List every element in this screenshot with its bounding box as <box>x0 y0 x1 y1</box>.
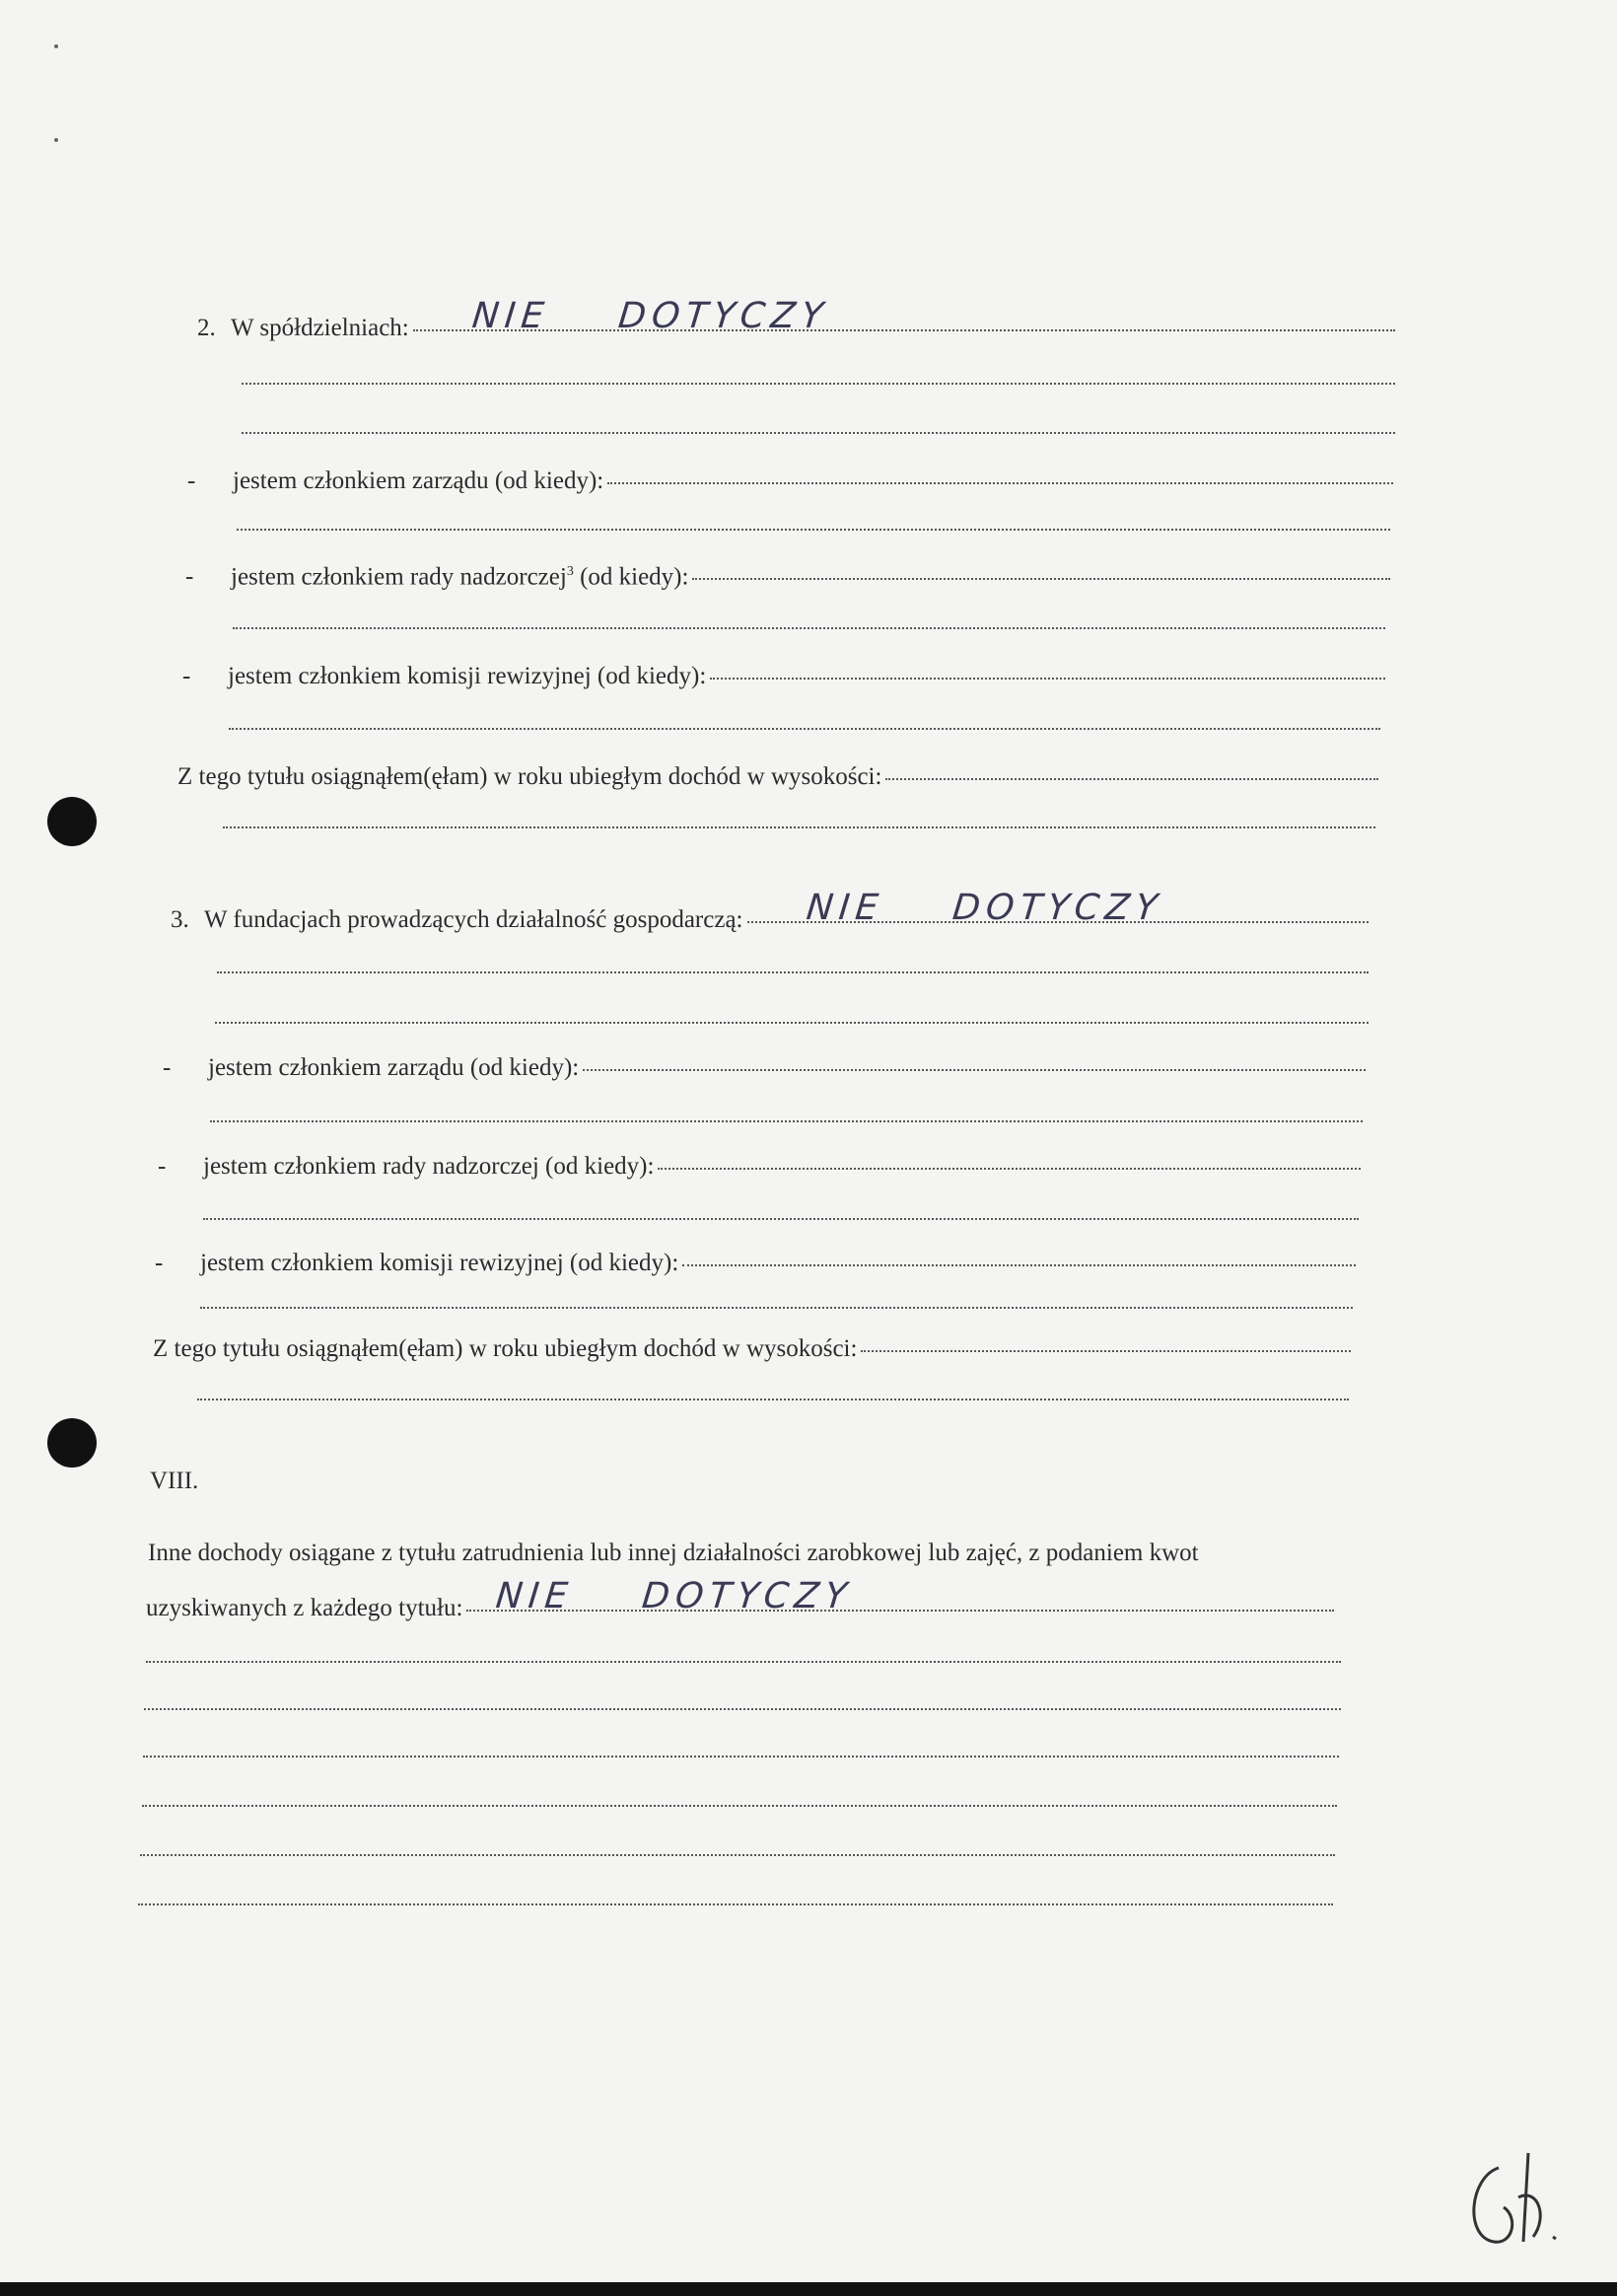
other-income-field[interactable] <box>466 1576 1334 1616</box>
speck <box>54 138 58 142</box>
dotted-line <box>233 627 1385 629</box>
punch-hole <box>47 797 97 846</box>
section-heading: VIII. <box>150 1468 199 1494</box>
coop-board-label: jestem członkiem zarządu (od kiedy): <box>233 467 604 494</box>
handwritten-answer: NIE DOTYCZY <box>804 888 1165 928</box>
dotted-line <box>142 1805 1337 1807</box>
punch-hole <box>47 1418 97 1468</box>
dotted-line <box>200 1307 1353 1309</box>
cooperatives-field[interactable] <box>413 296 1395 336</box>
dotted-line <box>237 529 1390 531</box>
other-income-text: Inne dochody osiągane z tytułu zatrudnienia lub innej działalności zarobkowej lub zajęć, z podaniem kwot <box>148 1540 1199 1566</box>
foundations-field[interactable] <box>747 888 1370 928</box>
foundations-label: W fundacjach prowadzących działalność gospodarczą: <box>204 906 743 933</box>
dotted-line <box>223 826 1375 828</box>
coop-income-field[interactable] <box>885 754 1378 784</box>
coop-supervisory-field[interactable] <box>692 554 1390 584</box>
fdn-supervisory-row <box>158 1144 1361 1182</box>
fdn-supervisory-field[interactable] <box>658 1144 1361 1174</box>
fdn-board-label: jestem członkiem zarządu (od kiedy): <box>208 1054 580 1081</box>
fdn-income-label: Z tego tytułu osiągnąłem(ęłam) w roku ubiegłym dochód w wysokości: <box>153 1335 858 1362</box>
coop-income-row <box>177 754 1378 792</box>
fdn-supervisory-label: jestem członkiem rady nadzorczej (od kiedy): <box>203 1153 655 1180</box>
handwritten-answer: NIE DOTYCZY <box>469 296 831 336</box>
cooperatives-row <box>197 296 1395 343</box>
coop-board-field[interactable] <box>607 459 1393 488</box>
dash-bullet: - <box>182 663 191 689</box>
fdn-audit-label: jestem członkiem komisji rewizyjnej (od kiedy): <box>200 1250 679 1276</box>
coop-supervisory-label: jestem członkiem rady nadzorczej$^3$ (od kiedy): <box>231 563 689 590</box>
dash-bullet: - <box>187 467 196 494</box>
dotted-line <box>197 1399 1349 1400</box>
dash-bullet: - <box>158 1153 167 1180</box>
scan-edge <box>0 2282 1617 2296</box>
dotted-line <box>229 728 1380 730</box>
section-number: 3. <box>171 906 189 933</box>
coop-board-row <box>187 459 1393 496</box>
fdn-audit-row <box>155 1241 1356 1278</box>
dotted-line <box>138 1903 1333 1905</box>
dash-bullet: - <box>155 1250 164 1276</box>
coop-audit-label: jestem członkiem komisji rewizyjnej (od kiedy): <box>228 663 707 689</box>
fdn-audit-field[interactable] <box>682 1241 1356 1270</box>
dotted-line <box>242 383 1395 385</box>
other-income-row <box>146 1576 1334 1623</box>
dotted-line <box>146 1661 1341 1663</box>
dotted-line <box>215 1022 1369 1024</box>
dotted-line <box>217 971 1369 973</box>
foundations-row <box>171 888 1369 935</box>
dotted-line <box>140 1854 1335 1856</box>
fdn-income-row <box>153 1327 1351 1364</box>
speck <box>54 44 58 48</box>
dotted-line <box>242 432 1395 434</box>
dotted-line <box>203 1218 1359 1220</box>
coop-supervisory-row <box>185 554 1390 592</box>
other-income-label: uzyskiwanych z każdego tytułu: <box>146 1595 463 1621</box>
dash-bullet: - <box>163 1054 172 1081</box>
signature-initials <box>1459 2148 1578 2266</box>
coop-audit-row <box>182 654 1385 691</box>
cooperatives-label: W spółdzielniach: <box>231 315 409 341</box>
fdn-board-field[interactable] <box>583 1045 1366 1075</box>
dash-bullet: - <box>185 563 194 590</box>
dotted-line <box>210 1120 1363 1122</box>
fdn-income-field[interactable] <box>861 1327 1351 1356</box>
section-number: 2. <box>197 315 216 341</box>
fdn-board-row <box>163 1045 1366 1083</box>
coop-audit-field[interactable] <box>710 654 1385 683</box>
dotted-line <box>144 1708 1341 1710</box>
dotted-line <box>143 1756 1339 1758</box>
handwritten-answer: NIE DOTYCZY <box>494 1576 856 1616</box>
coop-income-label: Z tego tytułu osiągnąłem(ęłam) w roku ubiegłym dochód w wysokości: <box>177 763 882 790</box>
